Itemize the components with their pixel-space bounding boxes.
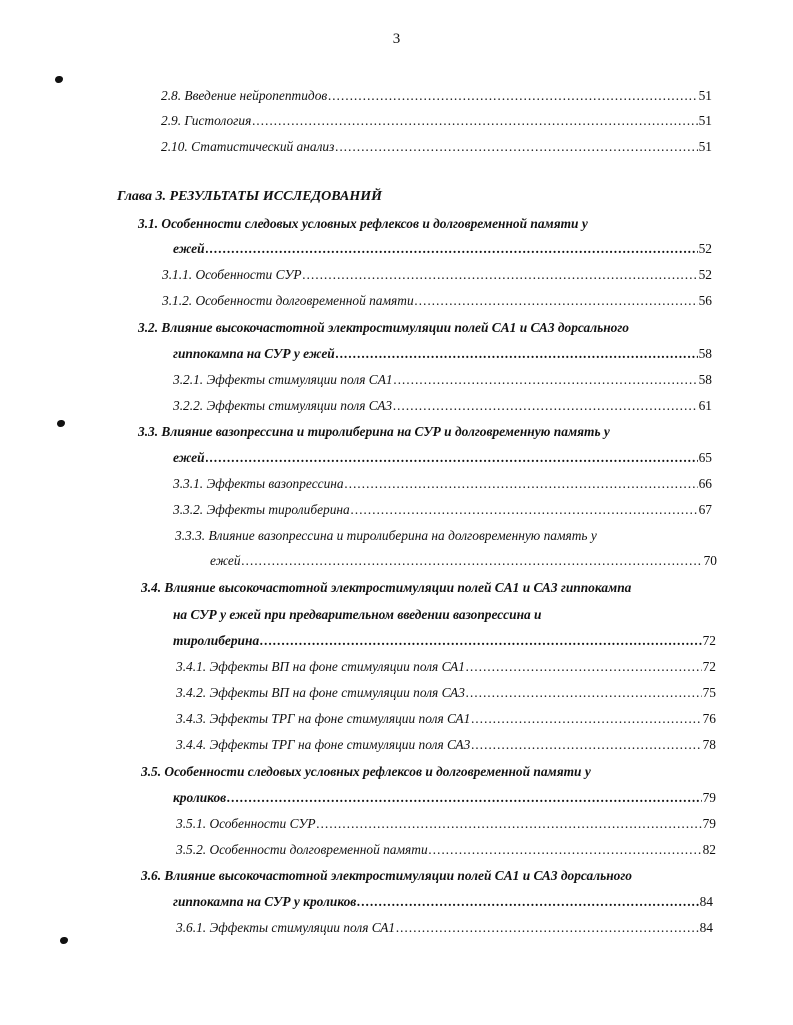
dot-leader — [242, 553, 703, 569]
section-title-3-4: 3.4. Влияние высокочастотной электростимуляции полей CA1 и СА3 гиппокампа — [141, 580, 632, 595]
toc-entry-3-6-1[interactable]: 3.6.1. Эффекты стимуляции поля СА1 ..... 84 — [176, 920, 713, 936]
dot-leader — [336, 346, 698, 362]
toc-entry-3-3[interactable]: ежей ..... 65 — [173, 450, 712, 466]
scan-speck — [60, 937, 68, 944]
toc-entry-3-3-1[interactable]: 3.3.1. Эффекты вазопрессина ..... 66 — [173, 476, 712, 492]
dot-leader — [328, 88, 697, 104]
section-title-3-1: 3.1. Особенности следовых условных рефлексов и долговременной памяти у — [138, 216, 588, 231]
scan-speck — [55, 76, 63, 83]
dot-leader — [335, 139, 697, 155]
section-title-3-5: 3.5. Особенности следовых условных рефлексов и долговременной памяти у — [141, 764, 591, 779]
toc-entry-3-1-1[interactable]: 3.1.1. Особенности СУР ..... 52 — [162, 267, 712, 283]
dot-leader — [206, 241, 698, 257]
section-title-3-4-line2: на СУР у ежей при предварительном введении вазопрессина и — [173, 607, 542, 622]
toc-entry-3-4[interactable]: тиролиберина ..... 72 — [173, 633, 716, 649]
dot-leader — [471, 737, 701, 753]
toc-entry-3-4-1[interactable]: 3.4.1. Эффекты ВП на фоне стимуляции поля СА1 ..... 72 — [176, 659, 716, 675]
toc-entry-3-2-2[interactable]: 3.2.2. Эффекты стимуляции поля СА3 ..... 61 — [173, 398, 712, 414]
toc-entry-3-5-2[interactable]: 3.5.2. Особенности долговременной памяти ..... 82 — [176, 842, 716, 858]
dot-leader — [466, 659, 702, 675]
dot-leader — [227, 790, 701, 806]
dot-leader — [345, 476, 698, 492]
dot-leader — [393, 398, 698, 414]
dot-leader — [466, 685, 702, 701]
toc-entry-3-5-1[interactable]: 3.5.1. Особенности СУР ..... 79 — [176, 816, 716, 832]
dot-leader — [429, 842, 702, 858]
dot-leader — [357, 894, 698, 910]
chapter-title: Глава 3. РЕЗУЛЬТАТЫ ИССЛЕДОВАНИЙ — [117, 189, 383, 204]
dot-leader — [415, 293, 698, 309]
toc-entry-3-4-3[interactable]: 3.4.3. Эффекты ТРГ на фоне стимуляции поля СА1 ..... 76 — [176, 711, 716, 727]
toc-entry[interactable]: 2.10. Статистический анализ ..... 51 — [161, 139, 712, 155]
dot-leader — [396, 920, 699, 936]
dot-leader — [303, 267, 698, 283]
toc-entry-3-6[interactable]: гиппокампа на СУР у кроликов ..... 84 — [173, 894, 713, 910]
toc-entry[interactable]: 2.9. Гистология ..... 51 — [161, 113, 712, 129]
toc-entry-3-2[interactable]: гиппокампа на СУР у ежей ..... 58 — [173, 346, 712, 362]
dot-leader — [260, 633, 701, 649]
dot-leader — [394, 372, 698, 388]
toc-entry-3-1-2[interactable]: 3.1.2. Особенности долговременной памяти ..... 56 — [162, 293, 712, 309]
dot-leader — [471, 711, 701, 727]
scan-speck — [57, 420, 65, 427]
toc-entry-3-1[interactable]: ежей ..... 52 — [173, 241, 712, 257]
toc-entry-3-3-3[interactable]: ежей ..... 70 — [210, 553, 717, 569]
dot-leader — [351, 502, 698, 518]
section-title-3-2: 3.2. Влияние высокочастотной электростимуляции полей CA1 и СА3 дорсального — [138, 320, 629, 335]
subsection-title-3-3-3: 3.3.3. Влияние вазопрессина и тиролиберина на долговременную память у — [175, 528, 597, 543]
toc-entry-3-2-1[interactable]: 3.2.1. Эффекты стимуляции поля CA1 ..... 58 — [173, 372, 712, 388]
page-number: 3 — [392, 31, 401, 47]
toc-entry-3-4-2[interactable]: 3.4.2. Эффекты ВП на фоне стимуляции поля СА3 ..... 75 — [176, 685, 716, 701]
toc-entry-3-3-2[interactable]: 3.3.2. Эффекты тиролиберина ..... 67 — [173, 502, 712, 518]
toc-entry-3-4-4[interactable]: 3.4.4. Эффекты ТРГ на фоне стимуляции поля СА3 ..... 78 — [176, 737, 716, 753]
section-title-3-3: 3.3. Влияние вазопрессина и тиролиберина на СУР и долговременную память у — [138, 424, 610, 439]
dot-leader — [317, 816, 702, 832]
toc-entry-3-5[interactable]: кроликов ..... 79 — [173, 790, 716, 806]
section-title-3-6: 3.6. Влияние высокочастотной электростимуляции полей CA1 и СА3 дорсального — [141, 868, 632, 883]
toc-entry[interactable]: 2.8. Введение нейропептидов ..... 51 — [161, 88, 712, 104]
dot-leader — [252, 113, 697, 129]
dot-leader — [206, 450, 698, 466]
